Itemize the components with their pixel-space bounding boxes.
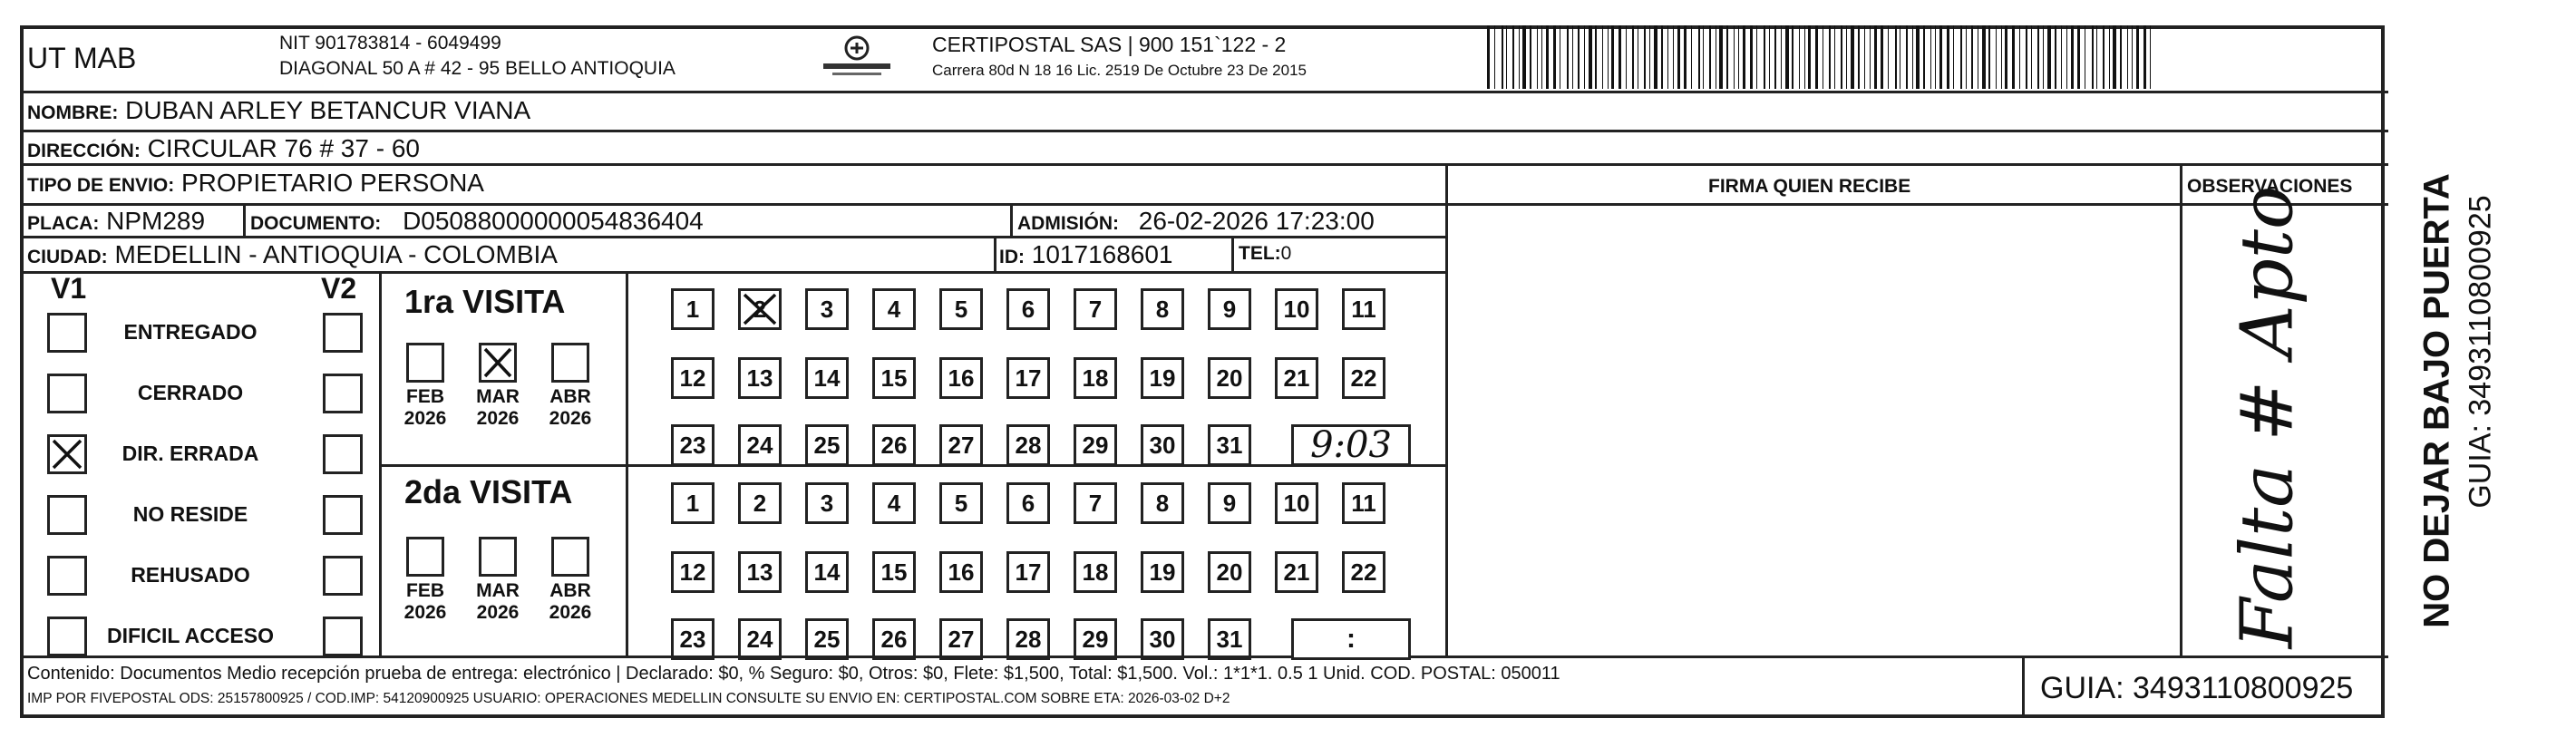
v1-day-box[interactable]: 29 bbox=[1074, 424, 1117, 466]
v1-day-box[interactable]: 8 bbox=[1141, 288, 1184, 330]
v2-checkbox[interactable] bbox=[323, 617, 363, 656]
v1-day-box[interactable]: 11 bbox=[1342, 288, 1385, 330]
v2-month-label: MAR 2026 bbox=[476, 580, 520, 623]
status-option-label: NO RESIDE bbox=[132, 502, 248, 526]
v1-day-box[interactable]: 20 bbox=[1208, 357, 1251, 399]
v1-day-box[interactable]: 26 bbox=[872, 424, 916, 466]
v2-day-box[interactable]: 19 bbox=[1141, 551, 1184, 593]
v1-month-checkbox[interactable] bbox=[479, 343, 517, 383]
v1-checkbox[interactable] bbox=[47, 495, 87, 535]
v1-checkbox[interactable] bbox=[47, 556, 87, 596]
v1-day-box[interactable]: 12 bbox=[671, 357, 714, 399]
visit1-title: 1ra VISITA bbox=[404, 283, 566, 320]
v1-day-box[interactable]: 3 bbox=[805, 288, 849, 330]
v2-day-box[interactable]: 13 bbox=[738, 551, 782, 593]
v1-time-field[interactable]: 9:03 bbox=[1291, 424, 1411, 466]
v1-label: V1 bbox=[51, 272, 87, 305]
v1-month-checkbox[interactable] bbox=[406, 343, 444, 383]
v1-day-box[interactable]: 17 bbox=[1006, 357, 1050, 399]
observaciones-label: OBSERVACIONES bbox=[2187, 176, 2353, 197]
v2-checkbox[interactable] bbox=[323, 495, 363, 535]
v2-day-box[interactable]: 20 bbox=[1208, 551, 1251, 593]
v2-month-label: FEB 2026 bbox=[403, 580, 447, 623]
plate-label: PLACA: bbox=[27, 213, 100, 234]
v1-checkbox[interactable] bbox=[47, 617, 87, 656]
company-nit: NIT 901783814 - 6049499 bbox=[279, 33, 501, 53]
v1-day-box[interactable]: 28 bbox=[1006, 424, 1050, 466]
recipient-address: CIRCULAR 76 # 37 - 60 bbox=[147, 134, 420, 162]
plate: NPM289 bbox=[106, 207, 206, 235]
v1-checkbox[interactable] bbox=[47, 434, 87, 474]
v1-month-label: FEB 2026 bbox=[403, 386, 447, 429]
v1-day-box[interactable]: 4 bbox=[872, 288, 916, 330]
company-address: DIAGONAL 50 A # 42 - 95 BELLO ANTIOQUIA bbox=[279, 58, 676, 79]
carrier-name: CERTIPOSTAL SAS | 900 151`122 - 2 bbox=[932, 33, 1287, 56]
v1-day-box[interactable]: 23 bbox=[671, 424, 714, 466]
v2-month-checkbox[interactable] bbox=[551, 537, 589, 577]
address-label: DIRECCIÓN: bbox=[27, 141, 141, 161]
v1-day-box[interactable]: 13 bbox=[738, 357, 782, 399]
firma-label: FIRMA QUIEN RECIBE bbox=[1708, 176, 1911, 197]
v1-day-box[interactable]: 31 bbox=[1208, 424, 1251, 466]
v1-day-box[interactable]: 14 bbox=[805, 357, 849, 399]
v2-day-box[interactable]: 15 bbox=[872, 551, 916, 593]
v2-day-box[interactable]: 11 bbox=[1342, 482, 1385, 524]
v2-day-box[interactable]: 27 bbox=[939, 618, 983, 660]
v2-day-box[interactable]: 23 bbox=[671, 618, 714, 660]
v2-day-box[interactable]: 1 bbox=[671, 482, 714, 524]
v2-day-box[interactable]: 10 bbox=[1275, 482, 1318, 524]
recipient-id: 1017168601 bbox=[1031, 240, 1173, 268]
v2-day-box[interactable]: 31 bbox=[1208, 618, 1251, 660]
tel-label: TEL: bbox=[1239, 243, 1281, 264]
footer-guia: GUIA: 3493110800925 bbox=[2040, 671, 2354, 705]
v1-day-box[interactable]: 2 bbox=[738, 288, 782, 330]
v2-day-box[interactable]: 30 bbox=[1141, 618, 1184, 660]
footer-contents: Contenido: Documentos Medio recepción prueba de entrega: electrónico | Declarado: $0, % Seguro: $0, Otros: $0, Flete: $1,500, Total: $1,500. Vol.: 1*1*1. 0.5 1 Unid. COD. POSTAL: 050011 bbox=[27, 664, 1560, 684]
v2-day-box[interactable]: 2 bbox=[738, 482, 782, 524]
admission-date: 26-02-2026 17:23:00 bbox=[1138, 207, 1375, 235]
carrier-license: Carrera 80d N 18 16 Lic. 2519 De Octubre 23 De 2015 bbox=[932, 62, 1307, 79]
v1-day-box[interactable]: 10 bbox=[1275, 288, 1318, 330]
v1-day-box[interactable]: 25 bbox=[805, 424, 849, 466]
v1-day-box[interactable]: 27 bbox=[939, 424, 983, 466]
doc-label: DOCUMENTO: bbox=[250, 213, 382, 234]
v1-checkbox[interactable] bbox=[47, 374, 87, 413]
v1-day-box[interactable]: 21 bbox=[1275, 357, 1318, 399]
v2-day-box[interactable]: 17 bbox=[1006, 551, 1050, 593]
v2-checkbox[interactable] bbox=[323, 556, 363, 596]
v2-checkbox[interactable] bbox=[323, 434, 363, 474]
v2-day-box[interactable]: 26 bbox=[872, 618, 916, 660]
v2-month-checkbox[interactable] bbox=[406, 537, 444, 577]
v1-day-box[interactable]: 5 bbox=[939, 288, 983, 330]
type-label: TIPO DE ENVIO: bbox=[27, 175, 175, 196]
status-option-label: DIR. ERRADA bbox=[122, 442, 259, 465]
v2-day-box[interactable]: 5 bbox=[939, 482, 983, 524]
v1-month-label: ABR 2026 bbox=[549, 386, 592, 429]
v2-day-box[interactable]: 8 bbox=[1141, 482, 1184, 524]
document-number: D05088000000054836404 bbox=[403, 207, 704, 235]
v1-day-box[interactable]: 24 bbox=[738, 424, 782, 466]
v2-checkbox[interactable] bbox=[323, 313, 363, 353]
v2-day-box[interactable]: 6 bbox=[1006, 482, 1050, 524]
status-option-label: REHUSADO bbox=[131, 563, 250, 587]
v2-month-label: ABR 2026 bbox=[549, 580, 592, 623]
v2-day-box[interactable]: 21 bbox=[1275, 551, 1318, 593]
company-name: UT MAB bbox=[27, 42, 137, 74]
id-label: ID: bbox=[999, 247, 1025, 267]
v1-month-label: MAR 2026 bbox=[476, 386, 520, 429]
v2-time-field[interactable]: : bbox=[1291, 618, 1411, 660]
v2-day-box[interactable]: 18 bbox=[1074, 551, 1117, 593]
admission-label: ADMISIÓN: bbox=[1017, 213, 1119, 234]
v1-day-box[interactable]: 7 bbox=[1074, 288, 1117, 330]
v2-day-box[interactable]: 14 bbox=[805, 551, 849, 593]
v1-checkbox[interactable] bbox=[47, 313, 87, 353]
v1-month-checkbox[interactable] bbox=[551, 343, 589, 383]
footer-imp: IMP POR FIVEPOSTAL ODS: 25157800925 / COD.IMP: 54120900925 USUARIO: OPERACIONES MEDELLIN CONSULTE SU ENVIO EN: CERTIPOSTAL.COM SOBRE ETA: 2026-03-02 D+2 bbox=[27, 691, 1230, 706]
status-option-label: CERRADO bbox=[137, 381, 244, 404]
v2-day-box[interactable]: 9 bbox=[1208, 482, 1251, 524]
visit2-title: 2da VISITA bbox=[404, 473, 573, 510]
v1-day-box[interactable]: 16 bbox=[939, 357, 983, 399]
v1-day-box[interactable]: 22 bbox=[1342, 357, 1385, 399]
v2-day-box[interactable]: 25 bbox=[805, 618, 849, 660]
v2-label: V2 bbox=[321, 272, 357, 305]
status-option-label: DIFICIL ACCESO bbox=[106, 624, 274, 647]
v2-day-box[interactable]: 3 bbox=[805, 482, 849, 524]
v2-checkbox[interactable] bbox=[323, 374, 363, 413]
v1-day-box[interactable]: 9 bbox=[1208, 288, 1251, 330]
name-label: NOMBRE: bbox=[27, 102, 119, 123]
v2-day-box[interactable]: 12 bbox=[671, 551, 714, 593]
v2-day-box[interactable]: 29 bbox=[1074, 618, 1117, 660]
v1-day-box[interactable]: 15 bbox=[872, 357, 916, 399]
v2-day-box[interactable]: 7 bbox=[1074, 482, 1117, 524]
observations-handwritten: Falta # Apto bbox=[2224, 185, 2309, 649]
status-option-label: ENTREGADO bbox=[123, 320, 258, 344]
v1-day-box[interactable]: 6 bbox=[1006, 288, 1050, 330]
v1-day-box[interactable]: 1 bbox=[671, 288, 714, 330]
v2-day-box[interactable]: 4 bbox=[872, 482, 916, 524]
shipment-type: PROPIETARIO PERSONA bbox=[180, 169, 484, 197]
v1-day-box[interactable]: 19 bbox=[1141, 357, 1184, 399]
v2-month-checkbox[interactable] bbox=[479, 537, 517, 577]
v2-day-box[interactable]: 16 bbox=[939, 551, 983, 593]
v1-day-box[interactable]: 30 bbox=[1141, 424, 1184, 466]
v2-day-box[interactable]: 22 bbox=[1342, 551, 1385, 593]
v2-day-box[interactable]: 24 bbox=[738, 618, 782, 660]
certipostal-logo bbox=[816, 34, 898, 80]
side-guia: GUIA: 3493110800925 bbox=[2463, 195, 2498, 509]
v1-day-box[interactable]: 18 bbox=[1074, 357, 1117, 399]
city-label: CIUDAD: bbox=[27, 247, 108, 267]
barcode bbox=[1487, 25, 2158, 89]
side-warning: NO DEJAR BAJO PUERTA bbox=[2416, 173, 2457, 628]
v2-day-box[interactable]: 28 bbox=[1006, 618, 1050, 660]
recipient-name: DUBAN ARLEY BETANCUR VIANA bbox=[125, 96, 531, 124]
city: MEDELLIN - ANTIOQUIA - COLOMBIA bbox=[114, 240, 558, 268]
tel: 0 bbox=[1280, 243, 1292, 264]
